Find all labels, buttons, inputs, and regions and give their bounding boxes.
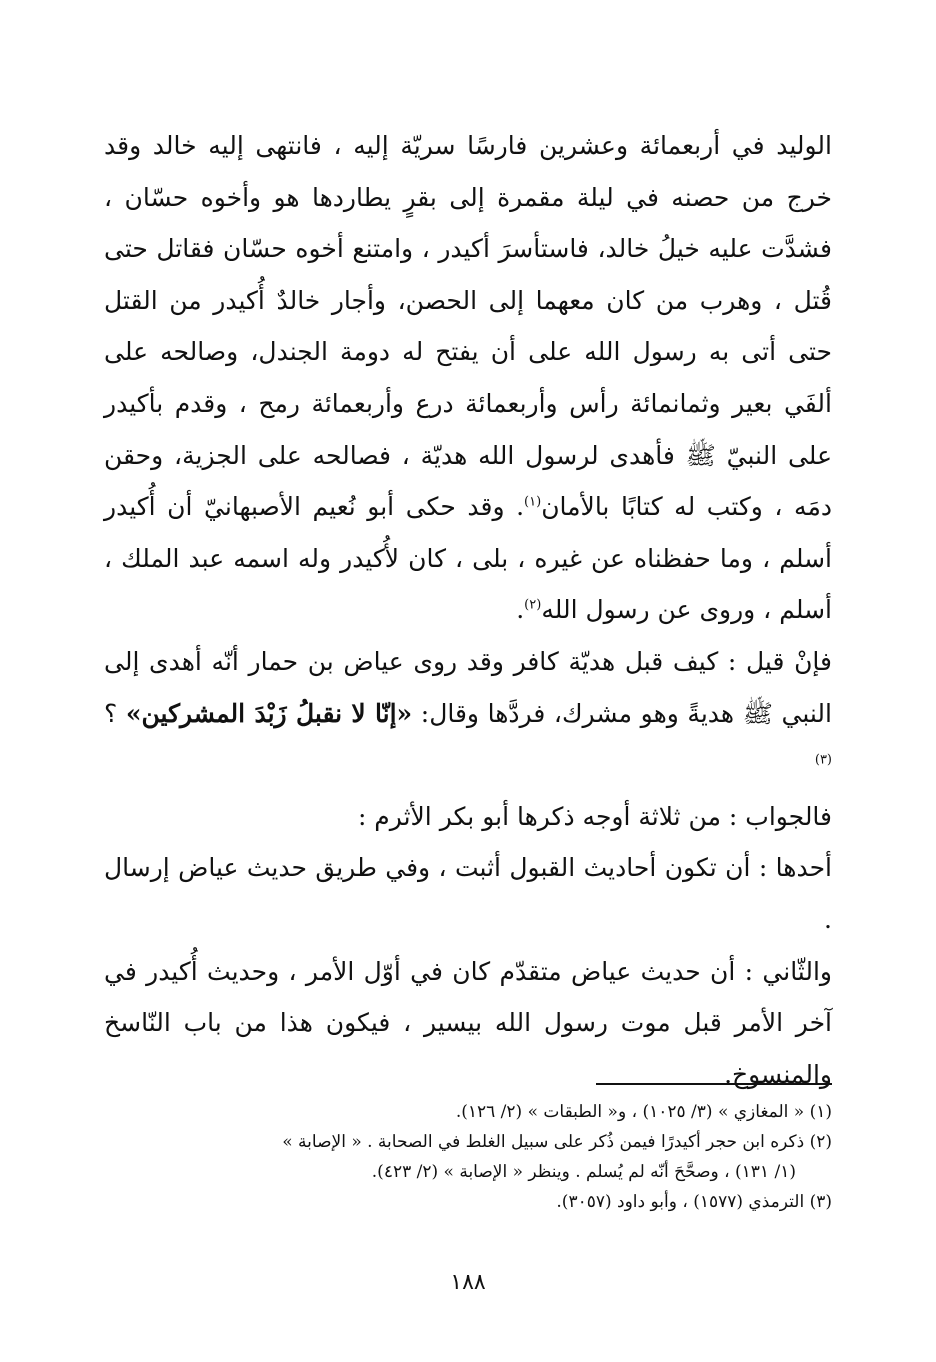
footnote-1: (١) « المغازي » (٣/ ١٠٢٥) ، و« الطبقات » (٢/ ١٢٦). — [455, 1102, 832, 1122]
page-number: ١٨٨ — [450, 1270, 486, 1295]
footnote-2: (٢) ذكره ابن حجر أكيدرًا فيمن ذُكر على سبيل الغلط في الصحابة . « الإصابة » — [282, 1132, 832, 1152]
footnote-2-continuation: (١/ ١٣١) ، وصحَّحَ أنّه لم يُسلم . وينظر « الإصابة » (٢/ ٤٢٣). — [371, 1162, 796, 1182]
footnotes — [104, 1097, 832, 1217]
paragraph-1-text-cont: . وقد حكى أبو نُعيم الأصبهانيّ أن أُكيدر أسلم ، وما حفظناه عن غيره ، بلى ، كان لأُكيدر وله اسمه عبد الملك ، أسلم ، وروى عن رسول الله — [104, 492, 832, 625]
paragraph-2-question: ؟ — [104, 698, 126, 728]
paragraph-5: والثّاني : أن حديث عياض متقدّم كان في أوّل الأمر ، وحديث أُكيدر في آخر الأمر قبل موت رسول الله بيسير ، فيكون هذا من باب النّاسخ والمنسوخ. — [104, 956, 832, 1089]
paragraph-2 — [104, 636, 832, 791]
paragraph-1 — [104, 120, 832, 636]
footnote-3: (٣) الترمذي (١٥٧٧) ، وأبو داود (٣٠٥٧). — [556, 1192, 832, 1212]
paragraph-4: أحدها : أن تكون أحاديث القبول أثبت ، وفي طريق حديث عياض إرسال . — [104, 853, 832, 934]
footnote-ref-2[interactable]: (٢) — [524, 598, 542, 614]
paragraph-2-text: فإنْ قيل : كيف قبل هديّة كافر وقد روى عياض بن حمار أنّه أهدى إلى النبي ﷺ هديةً وهو مشرك، فردَّها وقال: — [104, 646, 832, 728]
paragraph-1-text: الوليد في أربعمائة وعشرين فارسًا سريّة إليه ، فانتهى إليه خالد وقد خرج من حصنه في ليلة مقمرة إلى بقرٍ يطاردها هو وأخوه حسّان ، فشدَّت عليه خيلُ خالد، فاستأسرَ أكيدر ، وامتنع أخوه حسّان فقاتل حتى قُتل ، وهرب من كان معهما إلى الحصن، وأجار خالدٌ أُكيدر من القتل حتى أتى به رسول الله على أن يفتح له دومة الجندل، وصالحه على ألفَي بعير وثمانمائة رأس وأربعمائة درع وأربعمائة رمح ، وقدم بأكيدر على النبيّ ﷺ فأهدى لرسول الله هديّة ، فصالحه على الجزية، وحقن دمَه ، وكتب له كتابًا بالأمان — [104, 131, 832, 522]
main-text — [104, 120, 832, 1100]
footnote-separator — [596, 1083, 832, 1085]
footnote-ref-1[interactable]: (١) — [524, 494, 542, 510]
footnote-ref-3[interactable]: (٣) — [814, 752, 832, 768]
paragraph-1-end: . — [516, 595, 525, 625]
hadith-quote: «إنّا لا نقبلُ زَبْدَ المشركين» — [125, 698, 413, 728]
paragraph-3: فالجواب : من ثلاثة أوجه ذكرها أبو بكر الأثرم : — [357, 801, 832, 831]
